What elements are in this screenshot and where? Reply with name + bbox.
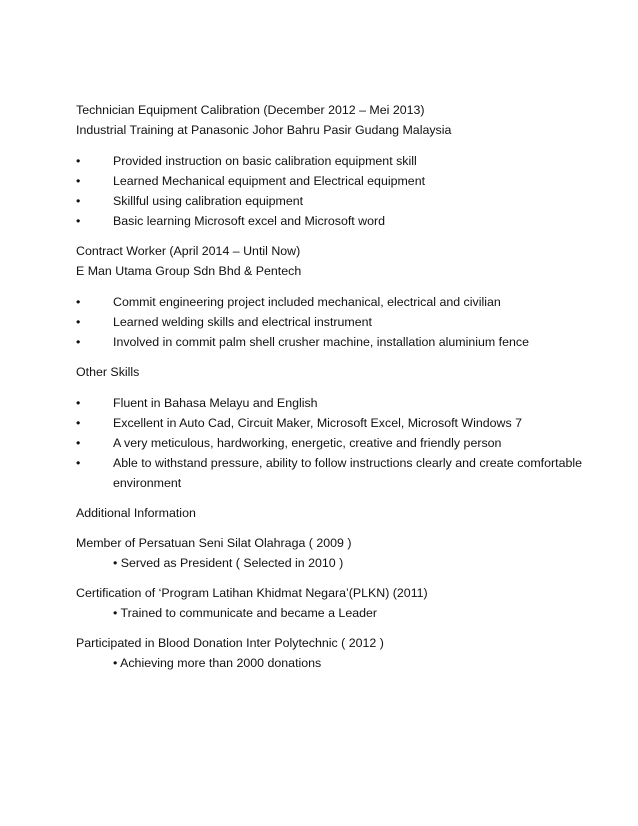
bullet-icon: • <box>76 335 81 349</box>
activity-heading: Member of Persatuan Seni Silat Olahraga ( 2009 ) <box>76 536 352 550</box>
list-item-text: A very meticulous, hardworking, energetic, creative and friendly person <box>113 436 502 450</box>
bullet-icon: • <box>76 214 81 228</box>
list-item-text: Skillful using calibration equipment <box>113 194 304 208</box>
activity-detail: • Trained to communicate and became a Leader <box>113 606 378 620</box>
list-item <box>76 413 576 433</box>
job-title: Contract Worker (April 2014 – Until Now) <box>76 244 301 258</box>
list-item <box>76 433 576 453</box>
section-heading: Other Skills <box>76 365 140 379</box>
list-item-text: Learned welding skills and electrical instrument <box>113 315 372 329</box>
bullet-icon: • <box>76 436 81 450</box>
experience-bullets-contract <box>76 292 576 352</box>
bullet-icon: • <box>76 174 81 188</box>
activity-item <box>76 583 576 603</box>
bullet-icon: • <box>76 416 81 430</box>
activity-detail: • Served as President ( Selected in 2010 ) <box>113 556 344 570</box>
list-item <box>76 312 576 332</box>
additional-section <box>76 503 576 523</box>
skills-section <box>76 362 576 382</box>
experience-section-contract <box>76 241 576 281</box>
list-item <box>76 292 576 312</box>
skills-bullets <box>76 393 583 493</box>
list-item-text: Basic learning Microsoft excel and Microsoft word <box>113 214 386 228</box>
activity-item <box>76 533 576 553</box>
bullet-icon: • <box>76 154 81 168</box>
list-item-text: Provided instruction on basic calibration equipment skill <box>113 154 417 168</box>
list-item-text: Involved in commit palm shell crusher machine, installation aluminium fence <box>113 335 529 349</box>
job-subtitle: E Man Utama Group Sdn Bhd & Pentech <box>76 264 302 278</box>
section-heading: Additional Information <box>76 506 196 520</box>
list-item <box>76 171 576 191</box>
list-item-text: Able to withstand pressure, ability to follow instructions clearly and create comfortable environment <box>113 456 583 490</box>
list-item <box>76 191 576 211</box>
list-item-text: Learned Mechanical equipment and Electrical equipment <box>113 174 426 188</box>
bullet-icon: • <box>76 295 81 309</box>
bullet-icon: • <box>76 456 81 470</box>
activity-item <box>76 633 576 653</box>
list-item <box>76 211 576 231</box>
list-item-text: Fluent in Bahasa Melayu and English <box>113 396 318 410</box>
bullet-icon: • <box>76 396 81 410</box>
list-item-text: Commit engineering project included mechanical, electrical and civilian <box>113 295 501 309</box>
job-title: Technician Equipment Calibration (December 2012 – Mei 2013) <box>76 103 425 117</box>
list-item <box>76 453 583 493</box>
experience-bullets-technician <box>76 151 576 231</box>
list-item <box>76 151 576 171</box>
list-item <box>76 332 576 352</box>
bullet-icon: • <box>76 315 81 329</box>
job-subtitle: Industrial Training at Panasonic Johor Bahru Pasir Gudang Malaysia <box>76 123 452 137</box>
list-item-text: Excellent in Auto Cad, Circuit Maker, Microsoft Excel, Microsoft Windows 7 <box>113 416 523 430</box>
activity-heading: Certification of ‘Program Latihan Khidmat Negara’(PLKN) (2011) <box>76 586 428 600</box>
activity-detail: • Achieving more than 2000 donations <box>113 656 322 670</box>
activity-heading: Participated in Blood Donation Inter Polytechnic ( 2012 ) <box>76 636 384 650</box>
list-item <box>76 393 576 413</box>
experience-section-technician <box>76 100 576 140</box>
bullet-icon: • <box>76 194 81 208</box>
